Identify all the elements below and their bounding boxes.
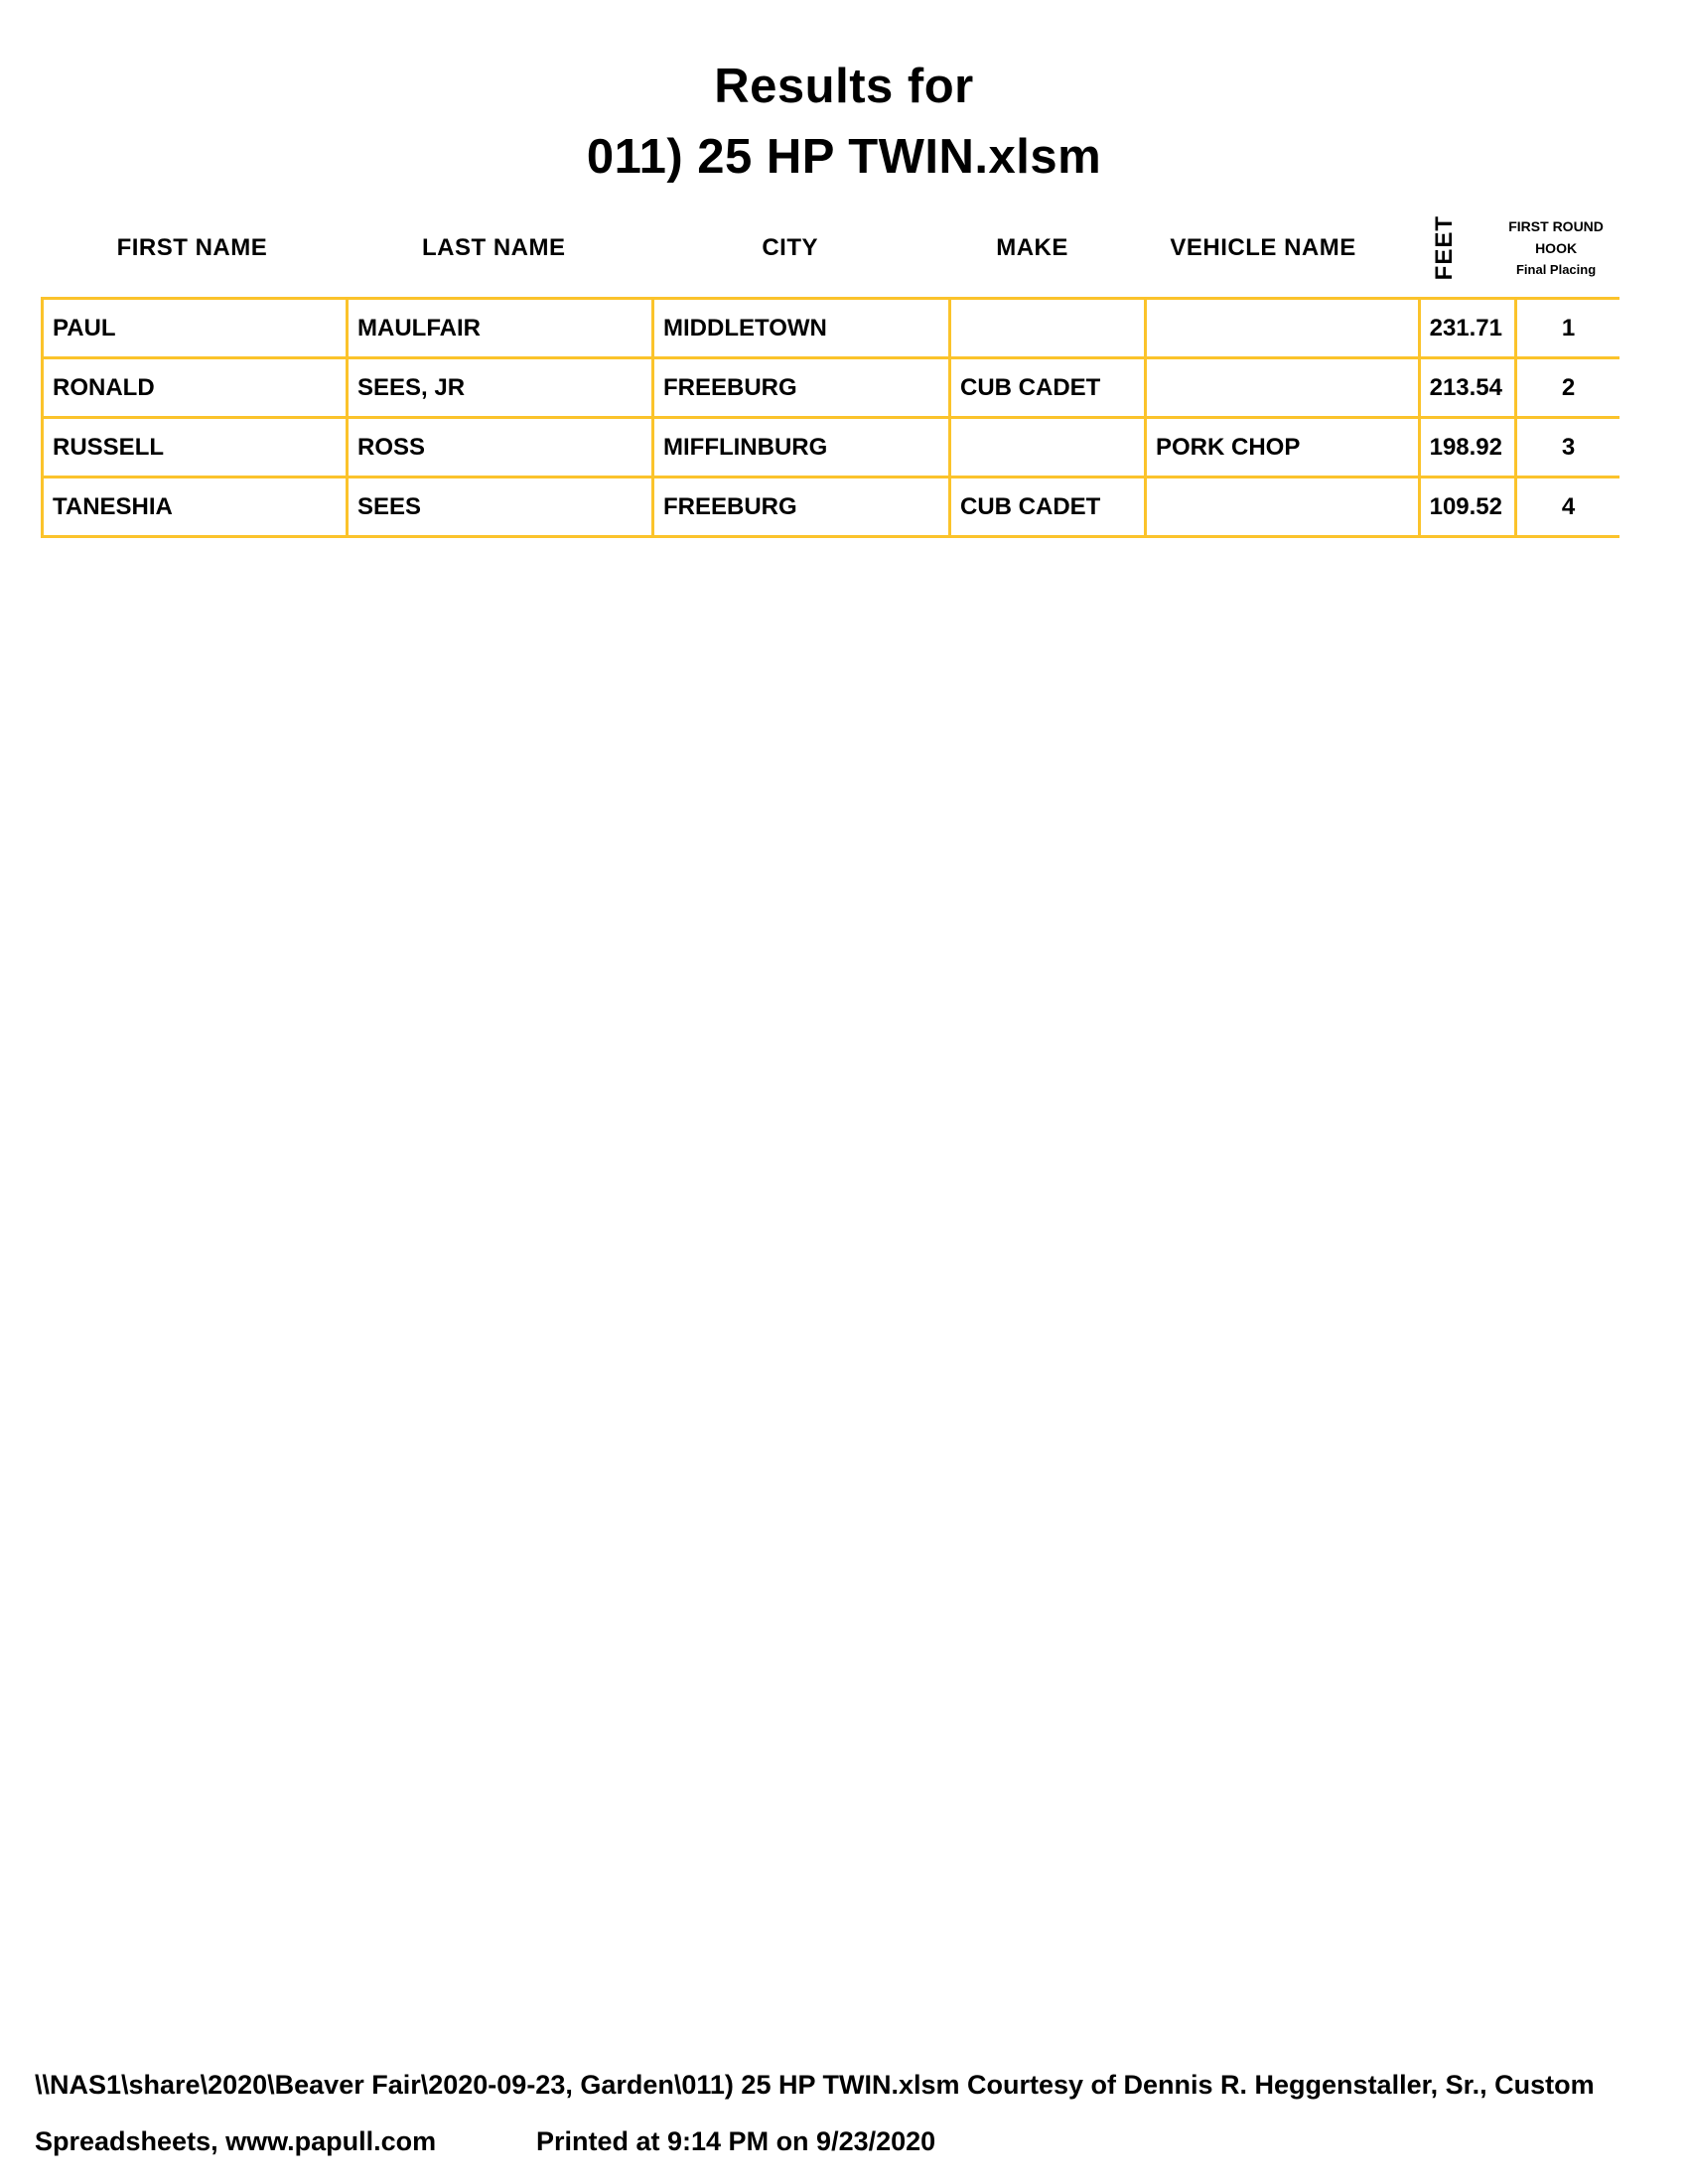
table-row (44, 300, 1619, 359)
cell-first-name: PAUL (44, 300, 349, 359)
cell-make (951, 300, 1147, 359)
cell-placing: 2 (1517, 359, 1619, 419)
cell-vehicle-name (1147, 359, 1421, 419)
cell-feet: 109.52 (1421, 478, 1517, 538)
column-header-feet (1398, 215, 1492, 280)
table-row (44, 359, 1619, 419)
page-title-line2: 011) 25 HP TWIN.xlsm (586, 130, 1102, 184)
placing-header-line3: Final Placing (1515, 261, 1597, 277)
cell-last-name: SEES, JR (349, 359, 654, 419)
cell-vehicle-name (1147, 300, 1421, 359)
table-body (41, 297, 1619, 538)
footer-printed-timestamp: Printed at 9:14 PM on 9/23/2020 (536, 2126, 936, 2156)
cell-vehicle-name (1147, 478, 1421, 538)
cell-city: FREEBURG (654, 359, 951, 419)
footer-file-path: \\NAS1\share\2020\Beaver Fair\2020-09-23, Garden\011) 25 HP TWIN.xlsm Courtesy of Dennis R. Heggenstaller, Sr., Custom (35, 2070, 1595, 2100)
cell-placing: 3 (1517, 419, 1619, 478)
cell-last-name: SEES (349, 478, 654, 538)
page-title-line1: Results for (714, 60, 974, 113)
cell-city: MIFFLINBURG (654, 419, 951, 478)
table-header-row (41, 199, 1619, 297)
placing-header-line2: HOOK (1535, 239, 1578, 256)
cell-feet: 198.92 (1421, 419, 1517, 478)
column-header-city: CITY (762, 233, 819, 261)
cell-make (951, 419, 1147, 478)
cell-city: FREEBURG (654, 478, 951, 538)
cell-first-name: RONALD (44, 359, 349, 419)
cell-last-name: ROSS (349, 419, 654, 478)
column-header-vehicle-name: VEHICLE NAME (1170, 233, 1356, 261)
cell-vehicle-name: PORK CHOP (1147, 419, 1421, 478)
cell-city: MIDDLETOWN (654, 300, 951, 359)
column-header-make: MAKE (996, 233, 1068, 261)
cell-feet: 213.54 (1421, 359, 1517, 419)
table-row (44, 478, 1619, 538)
footer-website: Spreadsheets, www.papull.com (35, 2126, 437, 2156)
cell-make: CUB CADET (951, 478, 1147, 538)
page-title (0, 52, 1688, 193)
column-header-final-placing (1492, 215, 1619, 281)
cell-first-name: TANESHIA (44, 478, 349, 538)
cell-first-name: RUSSELL (44, 419, 349, 478)
column-header-first-name: FIRST NAME (116, 233, 268, 261)
footer-line2 (35, 2114, 1663, 2170)
results-table (41, 199, 1619, 538)
cell-make: CUB CADET (951, 359, 1147, 419)
feet-rotated-label: FEET (1431, 214, 1459, 281)
cell-placing: 4 (1517, 478, 1619, 538)
table-row (44, 419, 1619, 478)
placing-header-line1: FIRST ROUND (1508, 217, 1604, 234)
page-footer (35, 2057, 1663, 2170)
cell-last-name: MAULFAIR (349, 300, 654, 359)
column-header-last-name: LAST NAME (422, 233, 566, 261)
cell-feet: 231.71 (1421, 300, 1517, 359)
cell-placing: 1 (1517, 300, 1619, 359)
